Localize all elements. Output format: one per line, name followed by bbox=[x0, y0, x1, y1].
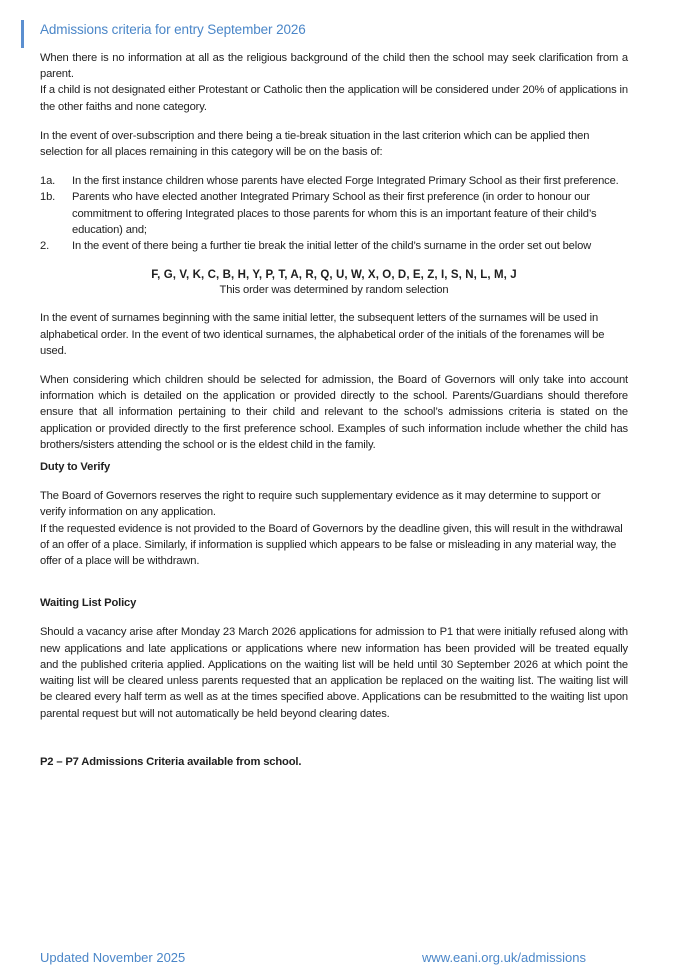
duty-to-verify-paragraph-1: The Board of Governors reserves the right to require such supplementary evidence as it may determine to support or verify information on any application. bbox=[40, 490, 601, 519]
information-rule-paragraph: When considering which children should be selected for admission, the Board of Governors will only take into account information which is detailed on the application or provided directly to the school. Parents/Guardians should therefore ensure that all information pertaining to their child and relevant to the school’s admissions criteria is stated on the application or provided directly to the first preference school. Examples of such information include whether the child has brothers/sisters attending the school or is the eldest child in the family. bbox=[40, 374, 628, 451]
tiebreak-intro: In the event of over-subscription and there being a tie-break situation in the last criterion which can be applied then selection for all places remaining in this category will be on the basis of: bbox=[40, 129, 590, 159]
tiebreak-criteria-list bbox=[40, 173, 628, 254]
title-accent-bar bbox=[21, 20, 24, 48]
criterion-text: Parents who have elected another Integrated Primary School as their first preference (in order to honour our commitment to offering Integrated places to those parents for whom this is an important feature of their child’s education) and; bbox=[72, 191, 597, 236]
intro-paragraph-1: When there is no information at all as the religious background of the child then the school may seek clarification from a parent. bbox=[40, 52, 628, 81]
criterion-text: In the first instance children whose parents have elected Forge Integrated Primary School as their first preference. bbox=[72, 175, 619, 188]
surname-letter-order bbox=[40, 267, 628, 297]
surname-rule-paragraph: In the event of surnames beginning with the same initial letter, the subsequent letters of the surnames will be used in alphabetical order. In the event of two identical surnames, the alphabetical order of the initials of the forenames will be used. bbox=[40, 312, 605, 357]
criterion-text: In the event of there being a further tie break the initial letter of the child’s surname in the order set out below bbox=[72, 240, 592, 253]
intro-paragraph-2: If a child is not designated either Protestant or Catholic then the application will be considered under 20% of applications in the other faiths and none category. bbox=[40, 84, 628, 113]
criterion-number: 2. bbox=[40, 240, 50, 253]
criterion-number: 1a. bbox=[40, 175, 56, 188]
footer-url-link[interactable]: www.eani.org.uk/admissions bbox=[422, 950, 587, 965]
duty-to-verify-paragraph-2: If the requested evidence is not provided to the Board of Governors by the deadline given, this will result in the withdrawal of an offer of a place. Similarly, if information is supplied which appears to be false or misleading in any material way, the offer of a place will be withdrawn. bbox=[40, 522, 623, 568]
footer-updated-date: Updated November 2025 bbox=[40, 950, 186, 965]
criterion-1b bbox=[40, 189, 628, 238]
criterion-number: 1b. bbox=[40, 191, 56, 204]
page-title: Admissions criteria for entry September 2026 bbox=[40, 22, 306, 37]
letter-order-note: This order was determined by random selection bbox=[219, 284, 449, 297]
letter-order-sequence: F, G, V, K, C, B, H, Y, P, T, A, R, Q, U, W, X, O, D, E, Z, I, S, N, L, M, J bbox=[151, 269, 517, 282]
waiting-list-paragraph: Should a vacancy arise after Monday 23 March 2026 applications for admission to P1 that were initially refused along with new applications and late applications or applications where new information has been provided will be treated equally and the published criteria applied. Applications on the waiting list will be held until 30 September 2026 at which point the waiting list will be cleared unless parents requested that an application be replaced on the waiting list. The waiting list will be cleared every half term as well as at the times specified above. Applications can be resubmitted to the waiting list upon parental request but will not automatically be held beyond clearing dates. bbox=[40, 626, 628, 720]
waiting-list-heading: Waiting List Policy bbox=[40, 597, 137, 610]
criterion-2 bbox=[40, 238, 628, 254]
duty-to-verify-heading: Duty to Verify bbox=[40, 461, 111, 474]
criterion-1a bbox=[40, 173, 628, 189]
p2-p7-note: P2 – P7 Admissions Criteria available from school. bbox=[40, 755, 302, 768]
document-body bbox=[40, 50, 628, 770]
